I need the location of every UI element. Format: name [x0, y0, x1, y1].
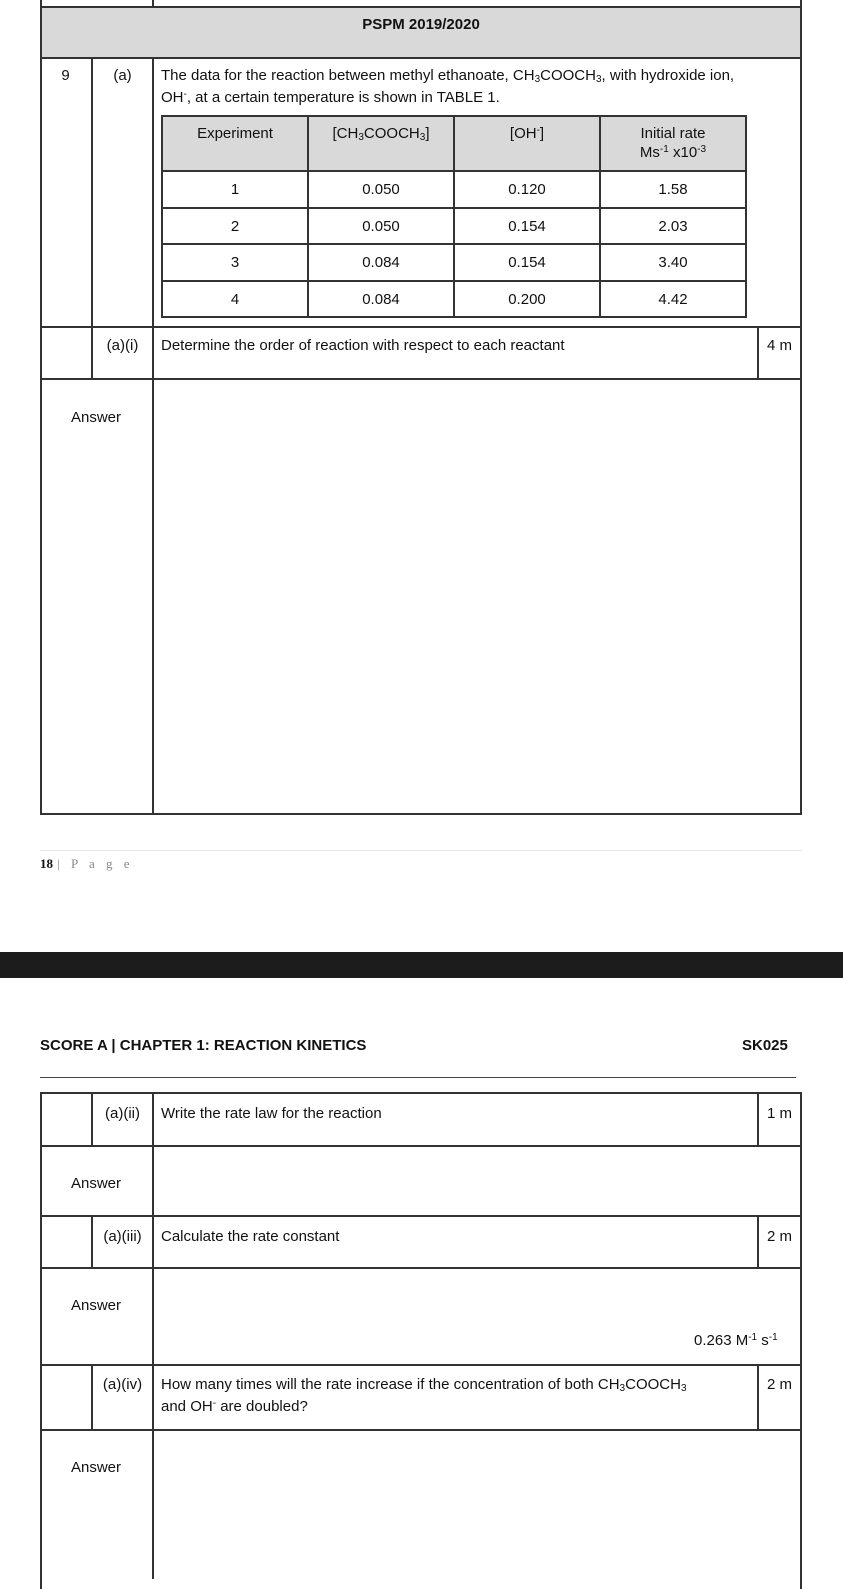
- exam-session-title: PSPM 2019/2020: [362, 16, 480, 33]
- table-header-cell: $[CH_3COOCH_3]$: [307, 115, 455, 172]
- question-aiv-row: [40, 1364, 802, 1431]
- answer-box-ai[interactable]: [40, 378, 802, 815]
- question-aii-marks: 1 m: [766, 1105, 792, 1122]
- rate-data-table: [161, 115, 751, 318]
- footer-rule: [40, 850, 802, 851]
- answer-col-divider: [152, 378, 154, 815]
- answer-label: Answer: [70, 1297, 122, 1314]
- col-divider-2: [152, 326, 154, 380]
- answer-col-divider: [152, 1429, 154, 1579]
- table-cell: 0.084: [307, 243, 455, 282]
- answer-box-aiii[interactable]: [40, 1267, 802, 1366]
- answer-label: Answer: [70, 1175, 122, 1192]
- table-header-cell: Experiment: [161, 115, 309, 172]
- table-cell: 2.03: [599, 207, 747, 245]
- table-cell: 1.58: [599, 170, 747, 209]
- page-footer: 18 | P a g e: [40, 856, 134, 871]
- question-aiii-label: (a)(iii): [103, 1228, 142, 1245]
- table-cell: 4.42: [599, 280, 747, 318]
- question-aii-row: [40, 1092, 802, 1147]
- answer-col-divider: [152, 1145, 154, 1217]
- col-divider-marks: [757, 1364, 759, 1431]
- table-header-cell: [OH-]: [453, 115, 601, 172]
- question-aiii-text: Calculate the rate constant: [161, 1228, 340, 1245]
- table-header-cell: Initial rate $Ms^{-1}$ $x10^{-3}$: [599, 115, 747, 172]
- question-ai-label: (a)(i): [106, 337, 139, 354]
- question-aii-label: (a)(ii): [105, 1105, 140, 1122]
- question-aiv-marks: 2 m: [766, 1376, 792, 1393]
- question-aiv-text-line1: How many times will the rate increase if the concentration of both $CH_3COOCH_3$: [161, 1376, 687, 1394]
- part-a-text-line1: The data for the reaction between methyl ethanoate, $CH_3COOCH_3$, with hydroxide ion,: [161, 67, 735, 85]
- question-ai-text: Determine the order of reaction with respect to each reactant: [161, 337, 565, 354]
- answer-box-aii[interactable]: [40, 1145, 802, 1217]
- question-aiv-text-line2: and OH- are doubled?: [161, 1398, 308, 1415]
- question-aiii-row: [40, 1215, 802, 1269]
- col-divider-1: [91, 57, 93, 328]
- table-cell: 3.40: [599, 243, 747, 282]
- question-number: 9: [61, 67, 70, 84]
- table-cell: 3: [161, 243, 309, 282]
- table-cell: 0.200: [453, 280, 601, 318]
- table-cell: 0.084: [307, 280, 455, 318]
- answer-col-divider: [152, 1267, 154, 1366]
- page-separator: [0, 952, 843, 978]
- table-cell: 0.120: [453, 170, 601, 209]
- course-code: SK025: [742, 1037, 788, 1054]
- table-cell: 0.154: [453, 207, 601, 245]
- question-aii-text: Write the rate law for the reaction: [161, 1105, 382, 1122]
- col-divider-1: [91, 1364, 93, 1431]
- col-divider-2: [152, 1215, 154, 1269]
- table-cell: 4: [161, 280, 309, 318]
- answer-label: Answer: [70, 409, 122, 426]
- col-divider-2: [152, 57, 154, 328]
- question-ai-marks: 4 m: [766, 337, 792, 354]
- part-a-label: (a): [113, 67, 132, 84]
- col-divider-2: [152, 1364, 154, 1431]
- answer-box-aiv[interactable]: [40, 1429, 802, 1589]
- table-cell: 0.050: [307, 207, 455, 245]
- question-aiii-marks: 2 m: [766, 1228, 792, 1245]
- part-a-text-line2: OH-, at a certain temperature is shown in TABLE 1.: [161, 89, 500, 106]
- table-cell: 1: [161, 170, 309, 209]
- table-cell: 0.154: [453, 243, 601, 282]
- chapter-header: SCORE A | CHAPTER 1: REACTION KINETICS: [40, 1037, 367, 1054]
- table-cell: 0.050: [307, 170, 455, 209]
- answer-label: Answer: [70, 1459, 122, 1476]
- col-divider-2: [152, 1092, 154, 1147]
- question-aiv-label: (a)(iv): [102, 1376, 143, 1393]
- rate-constant-answer: 0.263 $M^{-1}$ $s^{-1}$: [694, 1332, 778, 1349]
- header-rule: [40, 1077, 796, 1078]
- table-cell: 2: [161, 207, 309, 245]
